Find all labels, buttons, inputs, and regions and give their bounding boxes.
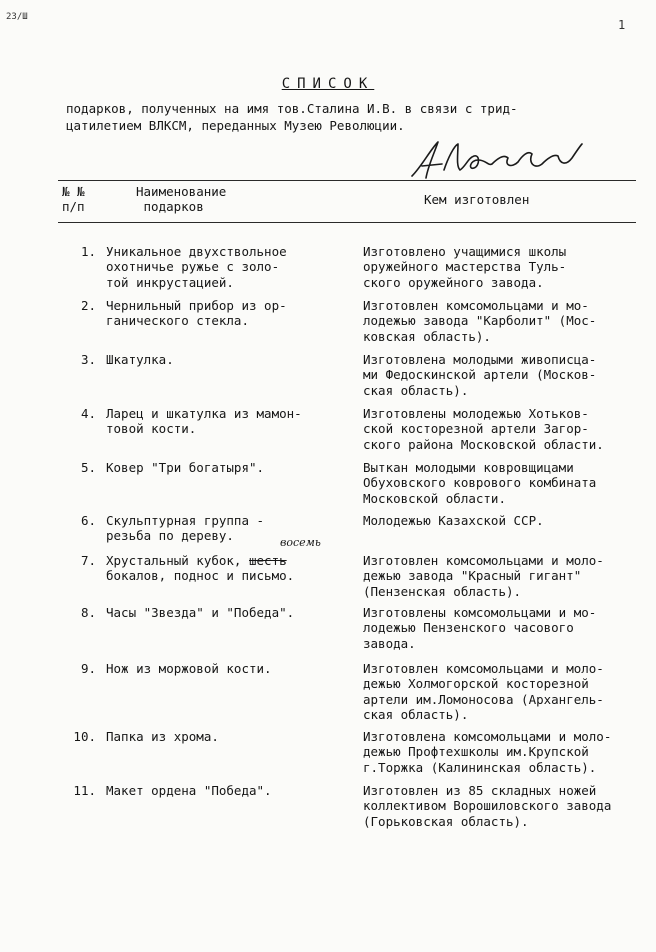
gift-name: Ларец и шкатулка из мамон- товой кости. [106, 406, 302, 437]
header-number: № № п/п [62, 184, 85, 214]
gift-name-prefix: Хрустальный кубок, [106, 553, 249, 568]
gift-maker: Выткан молодыми ковровщицами Обуховского коврового комбината Московской области. [363, 460, 597, 506]
gift-name: Папка из хрома. [106, 729, 219, 744]
page-number: 1 [618, 18, 626, 32]
gift-name: Чернильный прибор из ор- ганического стекла. [106, 298, 287, 329]
gift-name [106, 553, 294, 584]
row-number: 8. [80, 605, 96, 620]
table-header-bottom-rule [58, 222, 636, 223]
header-maker: Кем изготовлен [424, 192, 530, 207]
gift-maker: Изготовлена комсомольцами и моло- дежью Профтехшколы им.Крупской г.Торжка (Калининская область). [363, 729, 612, 775]
gift-maker: Изготовлена молодыми живописца- ми Федоскинской артели (Москов- ская область). [363, 352, 597, 398]
handwritten-signature [408, 136, 586, 182]
gift-name: Макет ордена "Победа". [106, 783, 272, 798]
handwritten-correction: восемь [280, 536, 321, 549]
table-header-top-rule [58, 180, 636, 181]
row-number: 4. [80, 406, 96, 421]
gift-maker: Изготовлен комсомольцами и моло- дежью завода "Красный гигант" (Пензенская область). [363, 553, 604, 599]
gift-maker: Изготовлен комсомольцами и моло- дежью Холмогорской косторезной артели им.Ломоносова (Архангель- ская область). [363, 661, 604, 723]
gift-maker: Изготовлен комсомольцами и мо- лодежью завода "Карболит" (Мос- ковская область). [363, 298, 597, 344]
row-number: 3. [80, 352, 96, 367]
row-number: 7. [80, 553, 96, 568]
gift-name: Ковер "Три богатыря". [106, 460, 265, 475]
gift-maker: Изготовлены молодежью Хотьков- ской косторезной артели Загор- ского района Московской области. [363, 406, 604, 452]
gift-maker: Изготовлено учащимися школы оружейного мастерства Туль- ского оружейного завода. [363, 244, 567, 290]
gift-maker: Изготовлен из 85 складных ножей коллективом Ворошиловского завода (Горьковская область). [363, 783, 612, 829]
document-title: СПИСОК [281, 76, 375, 92]
gift-name: Нож из моржовой кости. [106, 661, 272, 676]
header-gift-name: Наименование подарков [136, 184, 227, 214]
archive-corner-mark: 23/Ш [6, 12, 28, 22]
row-number: 9. [80, 661, 96, 676]
row-number: 2. [80, 298, 96, 313]
gift-name: Часы "Звезда" и "Победа". [106, 605, 295, 620]
row-number: 1. [80, 244, 96, 259]
row-number: 10. [73, 729, 96, 744]
row-number: 11. [73, 783, 96, 798]
gift-maker: Изготовлены комсомольцами и мо- лодежью Пензенского часового завода. [363, 605, 597, 651]
document-subtitle: подарков, полученных на имя тов.Сталина И.В. в связи с трид- цатилетием ВЛКСМ, переданных Музею Революции. [66, 101, 518, 133]
gift-name-rest: бокалов, поднос и письмо. [106, 568, 295, 584]
struck-word: шесть [249, 553, 287, 568]
gift-name: Скульптурная группа - резьба по дереву. [106, 513, 265, 544]
row-number: 6. [80, 513, 96, 528]
row-number: 5. [80, 460, 96, 475]
gift-name: Уникальное двухствольное охотничье ружье с золо- той инкрустацией. [106, 244, 287, 290]
gift-maker: Молодежью Казахской ССР. [363, 513, 544, 528]
gift-name: Шкатулка. [106, 352, 174, 367]
